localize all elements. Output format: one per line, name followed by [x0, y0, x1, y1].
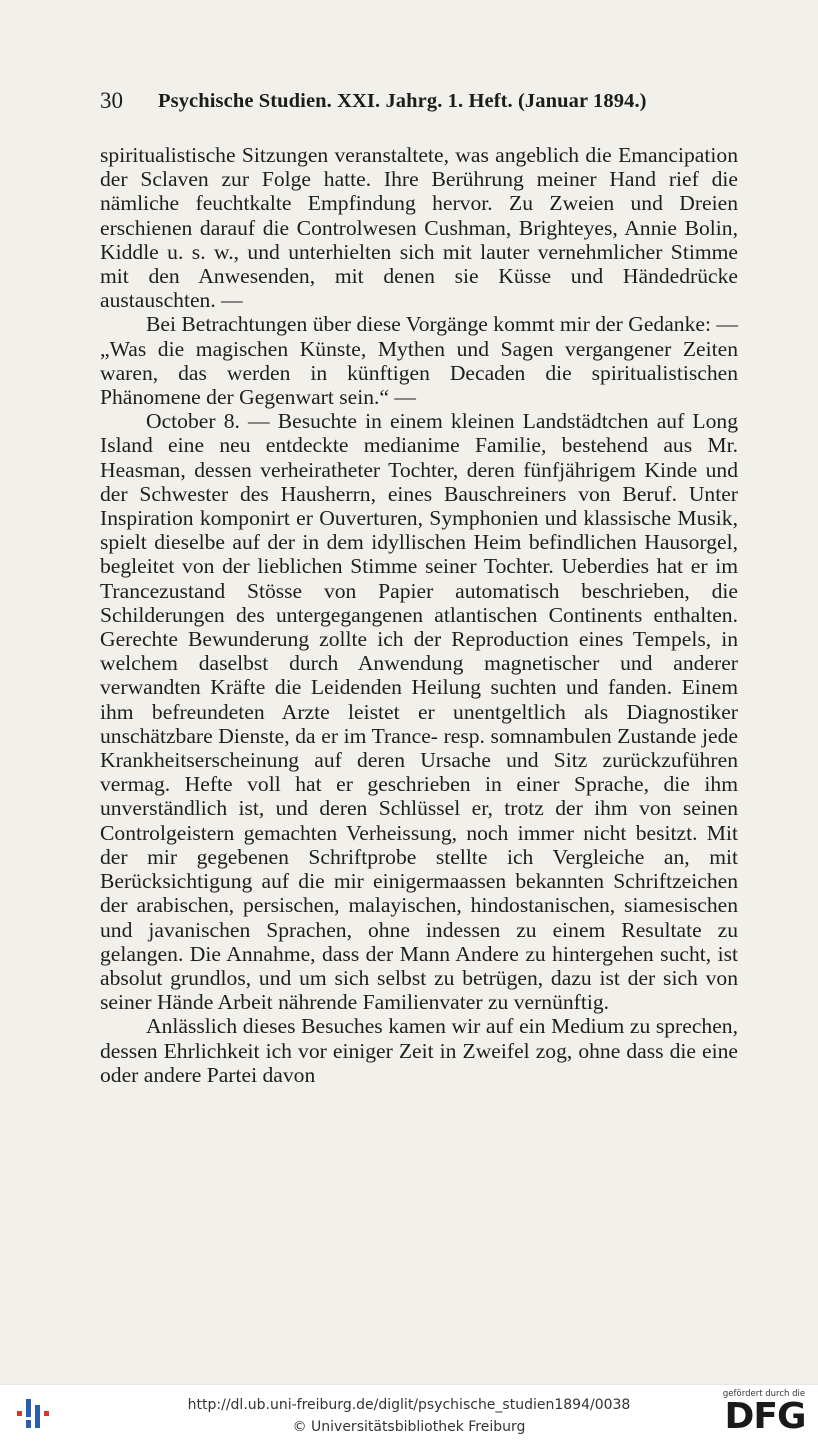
- page-number: 30: [100, 88, 123, 113]
- paragraph-2: Bei Betrachtungen über diese Vorgänge kommt mir der Gedanke: — „Was die magischen Künste, Mythen und Sagen vergangener Zeiten waren, das werden in künftigen Decaden die spiritualistischen Phänomene der Gegenwart sein.“ —: [100, 312, 738, 410]
- viewer-footer: [0, 1384, 818, 1443]
- running-head: Psychische Studien. XXI. Jahrg. 1. Heft. (Januar 1894.): [158, 90, 647, 112]
- copyright-notice: © Universitätsbibliothek Freiburg: [292, 1419, 526, 1435]
- source-url[interactable]: http://dl.ub.uni-freiburg.de/diglit/psychische_studien1894/0038: [187, 1397, 631, 1413]
- page-header: [100, 88, 740, 122]
- dfg-logo-text: DFG: [724, 1396, 806, 1437]
- paragraph-1: spiritualistische Sitzungen veranstaltete, was angeblich die Emancipation der Sclaven zur Folge hatte. Ihre Berührung meiner Hand rief die nämliche feuchtkalte Empfindung hervor. Zu Zweien und Dreien erschienen darauf die Controlwesen Cushman, Brighteyes, Annie Bolin, Kiddle u. s. w., und unterhielten sich mit lauter vernehmlicher Stimme mit den Anwesenden, mit denen sie Küsse und Händedrücke austauschten. —: [100, 143, 738, 313]
- dfg-caption: gefördert durch die: [722, 1389, 806, 1399]
- paragraph-4: Anlässlich dieses Besuches kamen wir auf ein Medium zu sprechen, dessen Ehrlichkeit ich vor einiger Zeit in Zweifel zog, ohne dass die eine oder andere Partei davon: [100, 1014, 738, 1087]
- body-text: [100, 143, 738, 1087]
- paragraph-3: October 8. — Besuchte in einem kleinen Landstädtchen auf Long Island eine neu entdeckte medianime Familie, bestehend aus Mr. Heasman, dessen verheiratheter Tochter, deren fünfjährigem Kinde und der Schwester des Hausherrn, eines Bauschreiners von Beruf. Unter Inspiration komponirt er Ouverturen, Symphonien und klassische Musik, spielt dieselbe auf der in dem idyllischen Heim befindlichen Hausorgel, begleitet von der lieblichen Stimme seiner Tochter. Ueberdies hat er im Trancezustand Stösse von Papier automatisch beschrieben, die Schilderungen des untergegangenen atlantischen Continents enthalten. Gerechte Bewunderung zollte ich der Reproduction eines Tempels, in welchem daselbst durch Anwendung magnetischer und anderer verwandten Kräfte die Leidenden Heilung suchten und fanden. Einem ihm befreundeten Arzte leistet er unentgeltlich als Diagnostiker unschätzbare Dienste, da er im Trance- resp. somnambulen Zustande jede Krankheitserscheinung auf deren Ursache und Sitz zurückzuführen vermag. Hefte voll hat er geschrieben in einer Sprache, die ihm unverständlich ist, und deren Schlüssel er, trotz der ihm von seinen Controlgeistern gemachten Verheissung, noch immer nicht besitzt. Mit der mir gegebenen Schriftprobe stellte ich Vergleiche an, mit Berücksichtigung auf die mir einigermaassen bekannten Schriftzeichen der arabischen, persischen, malayischen, hindostanischen, siamesischen und javanischen Sprachen, ohne indessen zu einem Resultate zu gelangen. Die Annahme, dass der Mann Andere zu hintergehen sucht, ist absolut grundlos, und um sich selbst zu betrügen, dazu ist der sich von seiner Hände Arbeit nährende Familienvater zu vernünftig.: [100, 409, 738, 1015]
- dfg-logo: [718, 1389, 810, 1439]
